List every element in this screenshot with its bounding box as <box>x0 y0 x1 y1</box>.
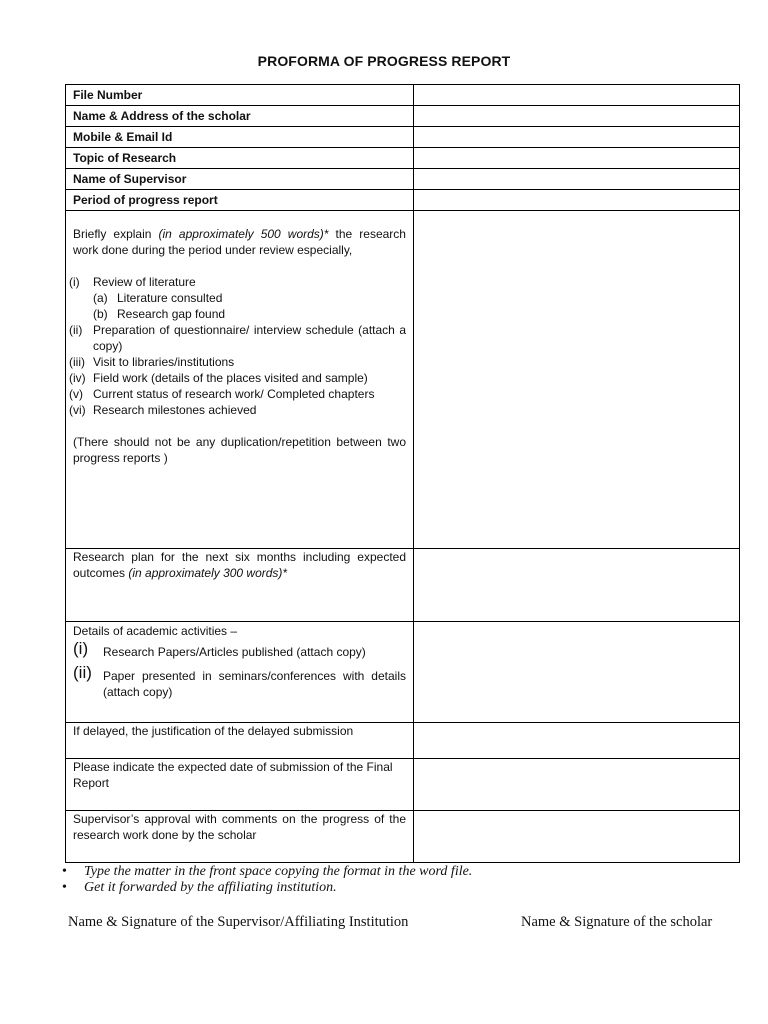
field-label: File Number <box>66 85 414 106</box>
field-label: Please indicate the expected date of submission of the Final Report <box>66 759 414 811</box>
list-item: (iv) Field work (details of the places visited and sample) <box>69 371 368 385</box>
list-item: • Get it forwarded by the affiliating institution. <box>62 880 337 895</box>
brief-intro: Briefly explain (in approximately 500 words)* the research work done during the period under review especially, <box>73 227 406 257</box>
form-row-delay-justification <box>66 723 740 759</box>
list-item: (ii) Preparation of questionnaire/ interview schedule (attach a copy) <box>69 323 406 353</box>
form-row-mobile-email <box>66 127 740 148</box>
list-item: (i) Review of literature <box>69 275 196 289</box>
field-value-cell[interactable] <box>414 85 740 106</box>
field-value-cell[interactable] <box>414 759 740 811</box>
field-value-cell[interactable] <box>414 723 740 759</box>
field-value-cell[interactable] <box>414 169 740 190</box>
list-item: (iii) Visit to libraries/institutions <box>69 355 235 369</box>
form-row-expected-date <box>66 759 740 811</box>
field-value-cell[interactable] <box>414 549 740 622</box>
scholar-signature-label: Name & Signature of the scholar <box>521 914 713 930</box>
form-row-name-address <box>66 106 740 127</box>
field-label: Name of Supervisor <box>66 169 414 190</box>
list-subitem: (a) Literature consulted <box>93 291 223 305</box>
field-label: Mobile & Email Id <box>66 127 414 148</box>
field-label: If delayed, the justification of the delayed submission <box>66 723 414 759</box>
field-value-cell[interactable] <box>414 811 740 863</box>
list-item: (ii) Paper presented in seminars/conferences with details (attach copy) <box>73 663 406 699</box>
field-value-cell[interactable] <box>414 190 740 211</box>
form-row-file-number <box>66 85 740 106</box>
list-item: (v) Current status of research work/ Completed chapters <box>69 387 375 401</box>
list-item: (vi) Research milestones achieved <box>69 403 257 417</box>
list-subitem: (b) Research gap found <box>93 307 226 321</box>
field-label: Supervisor’s approval with comments on the progress of the research work done by the scholar <box>66 811 414 863</box>
field-label: Period of progress report <box>66 190 414 211</box>
page-title: PROFORMA OF PROGRESS REPORT <box>257 53 511 69</box>
supervisor-signature-label: Name & Signature of the Supervisor/Affiliating Institution <box>68 914 409 930</box>
field-value-cell[interactable] <box>414 211 740 549</box>
form-row-academic-activities <box>66 622 740 723</box>
form-row-brief-explanation <box>66 211 740 549</box>
field-label: Topic of Research <box>66 148 414 169</box>
brief-label-cell <box>66 211 414 549</box>
form-row-supervisor <box>66 169 740 190</box>
instructions-list <box>62 864 472 896</box>
form-row-period <box>66 190 740 211</box>
duplication-note: (There should not be any duplication/repetition between two progress reports ) <box>73 435 406 465</box>
form-row-supervisor-approval <box>66 811 740 863</box>
academic-heading: Details of academic activities – <box>73 624 238 638</box>
field-value-cell[interactable] <box>414 148 740 169</box>
list-item: • Type the matter in the front space copying the format in the word file. <box>62 864 473 879</box>
list-item: (i) Research Papers/Articles published (attach copy) <box>73 639 366 659</box>
bullet-icon: • <box>62 864 67 879</box>
form-row-research-plan <box>66 549 740 622</box>
form-row-topic <box>66 148 740 169</box>
field-label: Name & Address of the scholar <box>66 106 414 127</box>
progress-report-form <box>65 84 740 863</box>
bullet-icon: • <box>62 880 67 895</box>
academic-label-cell <box>66 622 414 723</box>
plan-label: Research plan for the next six months including expected outcomes (in approximately 300 words)* <box>66 549 414 622</box>
field-value-cell[interactable] <box>414 622 740 723</box>
field-value-cell[interactable] <box>414 127 740 148</box>
field-value-cell[interactable] <box>414 106 740 127</box>
